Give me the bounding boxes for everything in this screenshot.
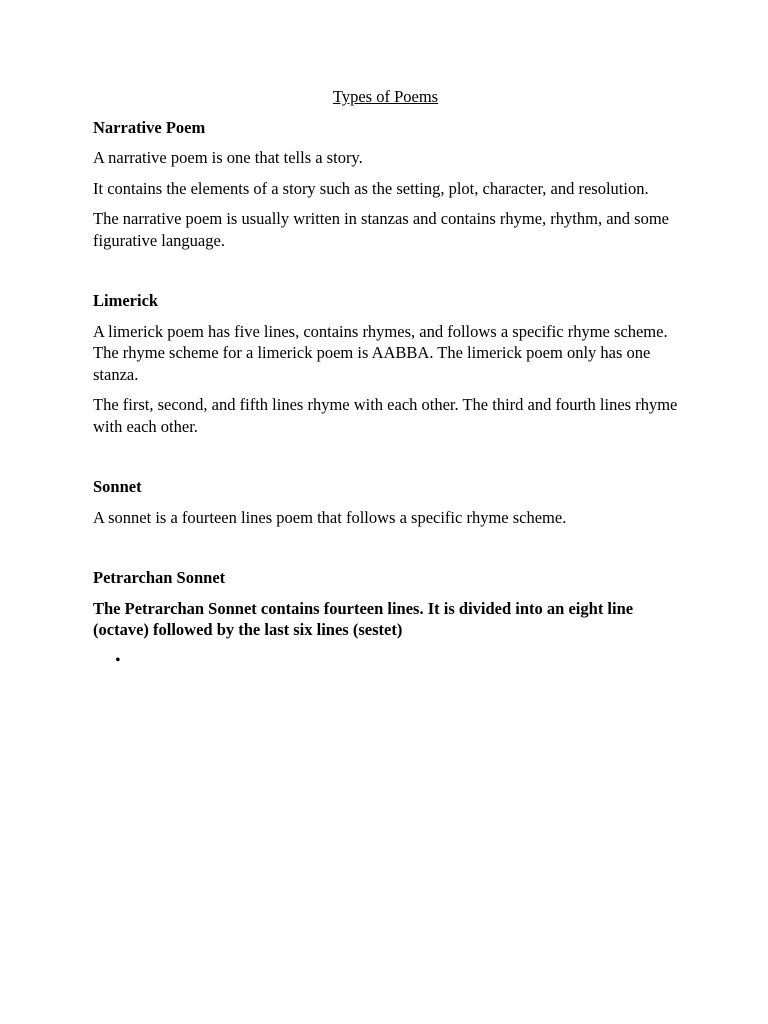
section-heading: Narrative Poem [93,117,206,137]
section-petrarchan-sonnet [93,567,678,672]
section-heading: Sonnet [93,477,142,496]
bullet-list [93,650,678,672]
section-narrative-poem [93,117,678,252]
spacer [93,260,678,290]
paragraph: It contains the elements of a story such as the setting, plot, character, and resolution. [93,178,649,198]
paragraph: The first, second, and fifth lines rhyme with each other. The third and fourth lines rhyme with each other. [93,395,678,436]
spacer [93,537,678,567]
section-heading: Limerick [93,291,159,310]
list-item [115,650,678,672]
paragraph: The Petrarchan Sonnet contains fourteen lines. It is divided into an eight line (octave) followed by the last six lines (sestet) [93,598,634,639]
paragraph: A narrative poem is one that tells a story. [93,148,363,167]
document-title: Types of Poems [332,87,439,106]
section-heading: Petrarchan Sonnet [93,568,226,587]
spacer [93,446,678,476]
bullet-icon: • [115,651,121,669]
section-limerick [93,290,678,437]
document-page [93,86,678,672]
paragraph: The narrative poem is usually written in stanzas and contains rhyme, rhythm, and some figurative language. [93,209,669,250]
section-sonnet [93,476,678,528]
paragraph: A sonnet is a fourteen lines poem that follows a specific rhyme scheme. [93,507,567,527]
paragraph: A limerick poem has five lines, contains rhymes, and follows a specific rhyme scheme. The rhyme scheme for a limerick poem is AABBA. The limerick poem only has one stanza. [93,321,668,384]
